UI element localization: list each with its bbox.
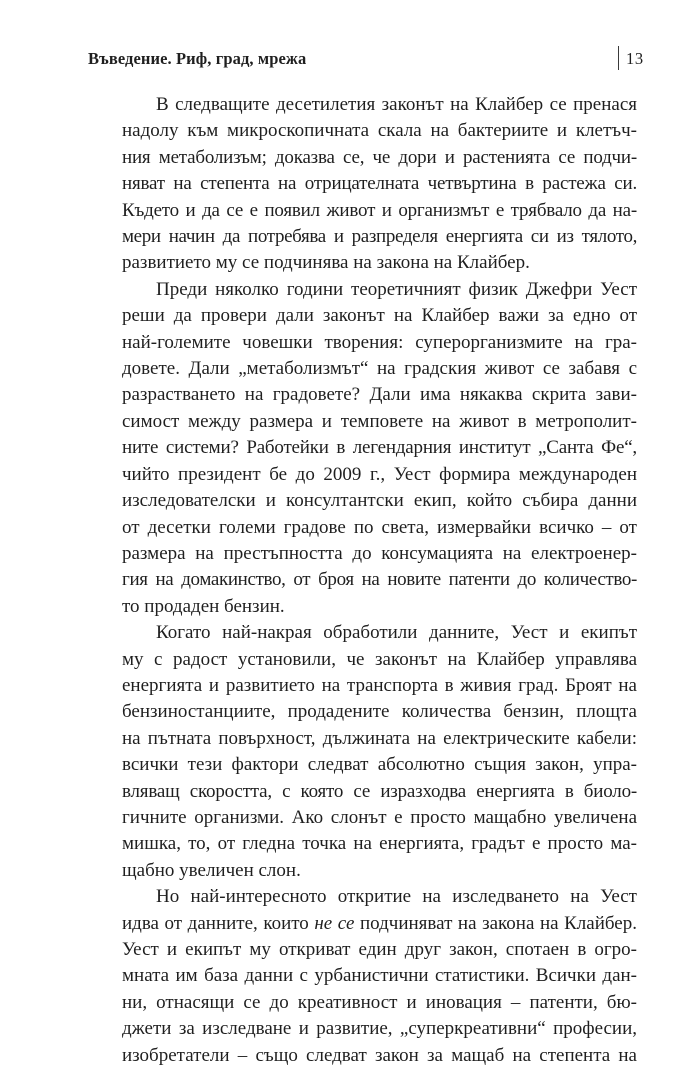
text-line: развитието му се подчинява на закона на Клайбер.: [122, 252, 530, 274]
text-line: разрастването на градовете? Дали има някаква скрита зави-: [122, 384, 637, 406]
page-number-separator: [618, 46, 619, 70]
body-text: [88, 92, 637, 1069]
text-line: енергията и развитието на транспорта в живия град. Броят на: [122, 674, 637, 696]
chapter-title: Въведение. Риф, град, мрежа: [88, 49, 307, 68]
text-line: на пътната повърхност, дължината на електрическите кабели:: [122, 727, 637, 749]
text-line: симост между размера и темповете на живот в метрополит-: [122, 410, 637, 432]
text-line: бензиностанциите, продадените количества бензин, площта: [122, 701, 637, 723]
text-line: гичните организми. Ако слонът е просто мащабно увеличена: [122, 806, 637, 828]
text-line: Преди няколко години теоретичният физик Джефри Уест: [156, 278, 637, 300]
text-line: размера на престъпността до консумацията на електроенер-: [122, 542, 637, 564]
text-line: [88, 911, 637, 937]
text-line: вляващ скоростта, с която се изразходва енергията в биоло-: [122, 780, 637, 802]
text-run: идва от данните, които: [122, 912, 315, 934]
paragraph-4: [88, 884, 637, 1069]
text-line: Когато най-накрая обработили данните, Уест и екипът: [156, 622, 637, 644]
paragraph-1: [88, 92, 637, 277]
text-line: от десетки големи градове по света, измервайки всичко – от: [122, 516, 637, 538]
text-line: надолу към микроскопичната скала на бактериите и клетъч-: [122, 120, 637, 142]
text-run: подчиняват на закона на Клайбер.: [354, 912, 637, 934]
text-line: гия на домакинство, от броя на новите патенти до количество-: [122, 569, 637, 591]
text-line: изследователски и консултантски екип, който събира данни: [122, 490, 637, 512]
paragraph-2: [88, 277, 637, 620]
text-line: джети за изследване и развитие, „суперкреативни“ професии,: [122, 1018, 637, 1040]
text-line: мишка, то, от гледна точка на енергията, градът е просто ма-: [122, 833, 637, 855]
running-head: [88, 49, 648, 73]
text-line: реши да провери дали законът на Клайбер важи за едно от: [122, 305, 637, 327]
text-line: довете. Дали „метаболизмът“ на градския живот се забавя с: [122, 358, 637, 380]
text-line: всички тези фактори следват абсолютно същия закон, упра-: [122, 754, 637, 776]
text-line: Уест и екипът му откриват един друг закон, спотаен в огро-: [122, 939, 637, 960]
text-line: ни, отнасящи се до креативност и иновация – патенти, бю-: [122, 991, 637, 1013]
paragraph-3: [88, 620, 637, 884]
text-line: няват на степента на отрицателната четвъртина в растежа си.: [122, 173, 637, 195]
text-line: изобретатели – също следват закон за мащаб на степента на: [122, 1044, 637, 1066]
text-line: Където и да се е появил живот и организмът е трябвало да на-: [122, 199, 637, 221]
text-line: Но най-интересното откритие на изследването на Уест: [156, 886, 637, 908]
text-line: най-големите човешки творения: суперорганизмите на гра-: [122, 331, 637, 353]
text-line: щабно увеличен слон.: [122, 859, 301, 881]
text-line: то продаден бензин.: [122, 595, 285, 617]
emphasis-text: не се: [314, 912, 355, 934]
text-line: чийто президент бе до 2009 г., Уест формира международен: [122, 463, 637, 485]
text-line: мната им база данни с урбанистични статистики. Всички дан-: [122, 965, 637, 987]
page-number: 13: [626, 49, 644, 68]
text-line: му с радост установили, че законът на Клайбер управлява: [122, 648, 637, 670]
text-line: мери начин да потребява и разпределя енергията си из тялото,: [122, 226, 637, 248]
text-line: ните системи? Работейки в легендарния институт „Санта Фе“,: [122, 437, 637, 459]
text-line: В следващите десетилетия законът на Клайбер се пренася: [156, 94, 637, 115]
text-line: ния метаболизъм; доказва се, че дори и растенията се подчи-: [122, 146, 637, 168]
